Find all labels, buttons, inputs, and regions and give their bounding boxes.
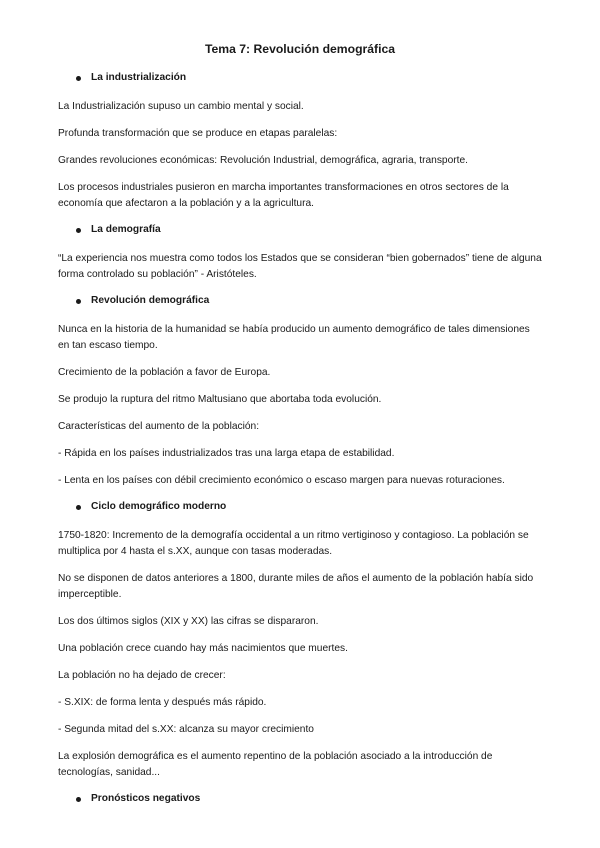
bullet-icon xyxy=(76,228,81,233)
paragraph: La Industrialización supuso un cambio mental y social. xyxy=(58,101,304,112)
paragraph: “La experiencia nos muestra como todos los Estados que se consideran “bien gobernados” tiene de alguna forma controlado su población” - Aristóteles. xyxy=(58,253,542,280)
section-heading-text: Ciclo demográfico moderno xyxy=(91,501,227,512)
section-heading-text: La industrialización xyxy=(91,72,187,83)
section-heading xyxy=(76,792,542,806)
paragraph: Profunda transformación que se produce en etapas paralelas: xyxy=(58,128,338,139)
paragraph: Se produjo la ruptura del ritmo Maltusiano que abortaba toda evolución. xyxy=(58,394,382,405)
section-heading xyxy=(76,71,542,85)
paragraph: Crecimiento de la población a favor de Europa. xyxy=(58,367,271,378)
paragraph: Características del aumento de la población: xyxy=(58,421,260,432)
paragraph: Los procesos industriales pusieron en marcha importantes transformaciones en otros sectores de la economía que afectaron a la población y a la agricultura. xyxy=(58,182,509,209)
paragraph: 1750-1820: Incremento de la demografía occidental a un ritmo vertiginoso y contagioso. La población se multiplica por 4 hasta el s.XX, aunque con tasas moderadas. xyxy=(58,530,529,557)
paragraph: La población no ha dejado de crecer: xyxy=(58,670,226,681)
section-heading-text: La demografía xyxy=(91,224,161,235)
page-title: Tema 7: Revolución demográfica xyxy=(204,42,396,56)
section-heading xyxy=(76,223,542,237)
paragraph: La explosión demográfica es el aumento repentino de la población asociado a la introducción de tecnologías, sanidad... xyxy=(58,751,493,778)
section-heading xyxy=(76,500,542,514)
paragraph: - S.XIX: de forma lenta y después más rápido. xyxy=(58,697,267,708)
paragraph: No se disponen de datos anteriores a 1800, durante miles de años el aumento de la población había sido imperceptible. xyxy=(58,573,534,600)
paragraph: Nunca en la historia de la humanidad se había producido un aumento demográfico de tales dimensiones en tan escaso tiempo. xyxy=(58,324,530,351)
section-heading xyxy=(76,294,542,308)
paragraph: Los dos últimos siglos (XIX y XX) las cifras se dispararon. xyxy=(58,616,319,627)
section-heading-text: Pronósticos negativos xyxy=(91,793,201,804)
paragraph: Una población crece cuando hay más nacimientos que muertes. xyxy=(58,643,348,654)
section-heading-text: Revolución demográfica xyxy=(91,295,210,306)
paragraph: - Lenta en los países con débil crecimiento económico o escaso margen para nuevas roturaciones. xyxy=(58,475,505,486)
bullet-icon xyxy=(76,797,81,802)
bullet-icon xyxy=(76,76,81,81)
bullet-icon xyxy=(76,505,81,510)
paragraph: Grandes revoluciones económicas: Revolución Industrial, demográfica, agraria, transporte. xyxy=(58,155,468,166)
paragraph: - Segunda mitad del s.XX: alcanza su mayor crecimiento xyxy=(58,724,314,735)
bullet-icon xyxy=(76,299,81,304)
paragraph: - Rápida en los países industrializados tras una larga etapa de estabilidad. xyxy=(58,448,395,459)
document-body xyxy=(58,71,542,806)
